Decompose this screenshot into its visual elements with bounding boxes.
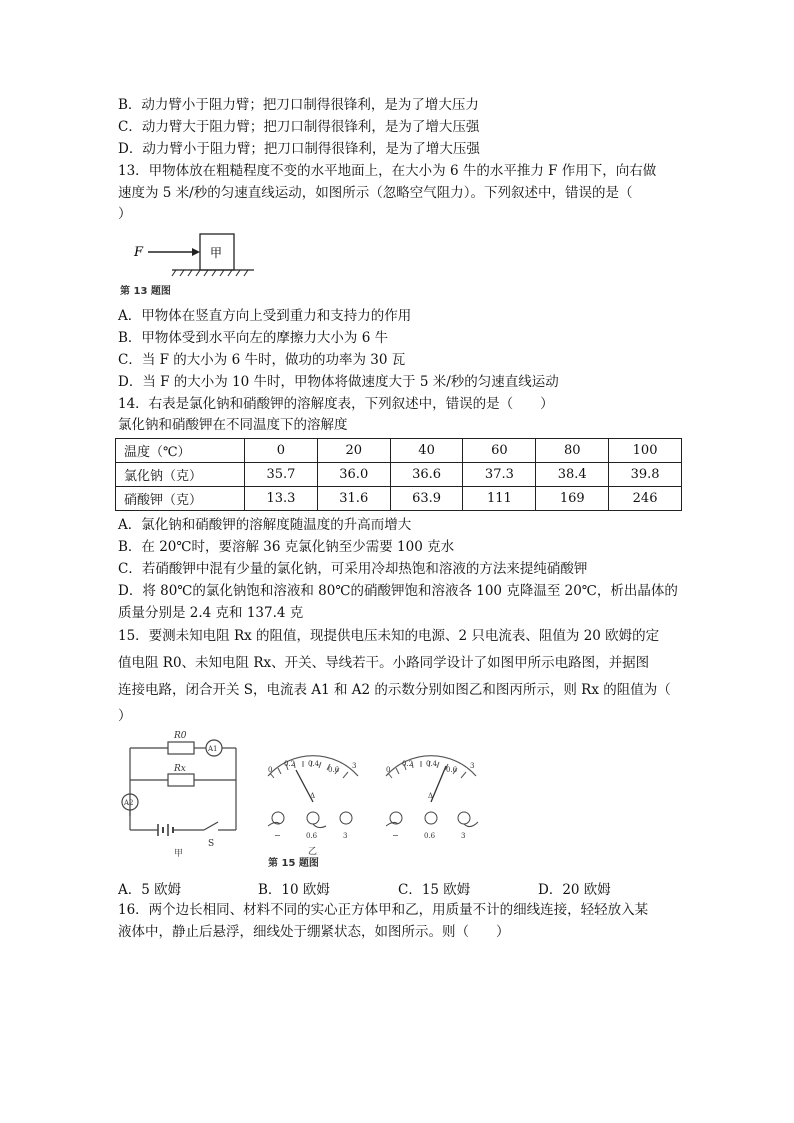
yi-tick-3: 3 — [352, 762, 357, 770]
force-arrowhead-icon — [192, 248, 200, 256]
q15-stem-line2: 值电阻 R0、未知电阻 Rx、开关、导线若干。小路同学设计了如图甲所示电路图，并据图 — [118, 655, 650, 671]
q14-option-d-line1: D．将 80℃的氯化钠饱和溶液和 80℃的硝酸钾饱和溶液各 100 克降温至 20℃，析出晶体的 — [118, 583, 678, 599]
svg-text:Δ: Δ — [428, 792, 434, 800]
bing-tick-0-6: 0.6 — [446, 766, 458, 774]
q14-option-a: A．氯化钠和硝酸钾的溶解度随温度的升高而增大 — [118, 517, 412, 533]
q12-option-c: C．动力臂大于阻力臂；把刀口制得很锋利，是为了增大压强 — [118, 119, 480, 135]
table-cell: 36.0 — [317, 463, 390, 487]
bing-tick-0: 0 — [386, 766, 391, 774]
yi-tick-0-4: 0.4 — [308, 760, 320, 768]
yi-terminal-neg: − — [274, 831, 281, 840]
table-cell: 169 — [536, 487, 609, 511]
q13-option-c: C．当 F 的大小为 6 牛时，做功的功率为 30 瓦 — [118, 352, 406, 368]
q15-option-b: B．10 欧姆 — [258, 882, 330, 898]
q13-option-a: A．甲物体在竖直方向上受到重力和支持力的作用 — [118, 308, 412, 324]
table-cell: 60 — [463, 439, 536, 463]
table-row — [116, 463, 682, 487]
q16-stem-line1: 16．两个边长相同、材料不同的实心正方体甲和乙，用质量不计的细线连接，轻轻放入某 — [118, 902, 649, 918]
ground-hatch — [172, 270, 248, 276]
q14-option-c: C．若硝酸钾中混有少量的氯化钠，可采用冷却热饱和溶液的方法来提纯硝酸钾 — [118, 561, 588, 577]
table-cell: 39.8 — [609, 463, 682, 487]
q13-stem-line3: ） — [118, 206, 132, 222]
switch-icon — [204, 822, 218, 830]
q14-option-d-line2: 质量分别是 2.4 克和 137.4 克 — [118, 605, 304, 621]
table-row — [116, 487, 682, 511]
r0-label: R0 — [174, 731, 187, 741]
q15-option-d: D．20 欧姆 — [538, 882, 611, 898]
q15-option-a: A．5 欧姆 — [118, 882, 182, 898]
q13-option-d: D．当 F 的大小为 10 牛时，甲物体将做速度大于 5 米/秒的匀速直线运动 — [118, 374, 559, 390]
figure-jia-label: 甲 — [174, 849, 184, 859]
table-cell: 246 — [609, 487, 682, 511]
q15-figure — [118, 726, 488, 874]
q13-stem-line1: 13．甲物体放在粗糙程度不变的水平地面上，在大小为 6 牛的水平推力 F 作用下，向右做 — [118, 163, 657, 179]
table-cell: 35.7 — [245, 463, 318, 487]
table-cell: 温度（℃） — [116, 439, 245, 463]
q13-option-b: B．甲物体受到水平向左的摩擦力大小为 6 牛 — [118, 330, 389, 346]
table-cell: 63.9 — [390, 487, 463, 511]
table-header-row — [116, 439, 682, 463]
yi-tick-0-2: 0.2 — [284, 760, 296, 768]
a2-label: A2 — [124, 799, 134, 807]
q12-option-d: D．动力臂小于阻力臂；把刀口制得很锋利，是为了增大压强 — [118, 141, 480, 157]
table-cell: 40 — [390, 439, 463, 463]
block-label: 甲 — [210, 246, 223, 260]
table-cell: 38.4 — [536, 463, 609, 487]
table-cell: 硝酸钾（克） — [116, 487, 245, 511]
q15-stem-line4: ） — [118, 708, 132, 724]
yi-tick-0: 0 — [268, 766, 273, 774]
yi-tick-0-6: 0.6 — [328, 766, 340, 774]
bing-terminal-neg: − — [392, 831, 399, 840]
bing-terminal-3: 3 — [461, 832, 466, 840]
q13-figure-caption: 第 13 题图 — [120, 286, 171, 297]
bing-tick-3: 3 — [470, 762, 475, 770]
a1-label: A1 — [208, 745, 218, 753]
q16-stem-line2: 液体中，静止后悬浮，细线处于绷紧状态，如图所示。则（ ） — [118, 924, 510, 940]
bing-tick-0-4: 0.4 — [426, 760, 438, 768]
q14-table-title: 氯化钠和硝酸钾在不同温度下的溶解度 — [118, 417, 348, 433]
table-cell: 37.3 — [463, 463, 536, 487]
figure-yi-label: 乙 — [308, 847, 318, 857]
yi-terminal-3: 3 — [343, 832, 348, 840]
circuit-diagram — [122, 740, 236, 836]
yi-terminal-0-6: 0.6 — [306, 832, 318, 840]
needle-bing — [431, 766, 446, 802]
table-cell: 111 — [463, 487, 536, 511]
table-cell: 31.6 — [317, 487, 390, 511]
force-label: F — [134, 245, 144, 260]
q15-figure-caption: 第 15 题图 — [268, 858, 319, 869]
q14-option-b: B．在 20℃时，要溶解 36 克氯化钠至少需要 100 克水 — [118, 539, 455, 555]
q15-stem-line3: 连接电路，闭合开关 S，电流表 A1 和 A2 的示数分别如图乙和图丙所示，则 Rx 的阻值为（ — [118, 682, 671, 698]
table-cell: 100 — [609, 439, 682, 463]
table-cell: 0 — [245, 439, 318, 463]
q15-stem-line1: 15．要测未知电阻 Rx 的阻值，现提供电压未知的电源、2 只电流表、阻值为 20 欧姆的定 — [118, 628, 660, 644]
table-cell: 13.3 — [245, 487, 318, 511]
resistor-rx — [168, 774, 194, 786]
q14-stem: 14．右表是氯化钠和硝酸钾的溶解度表，下列叙述中，错误的是（ ） — [118, 396, 554, 412]
q12-option-b: B．动力臂小于阻力臂；把刀口制得很锋利，是为了增大压力 — [118, 97, 479, 113]
table-cell: 20 — [317, 439, 390, 463]
svg-text:Δ: Δ — [310, 792, 316, 800]
rx-label: Rx — [174, 764, 186, 774]
table-cell: 80 — [536, 439, 609, 463]
resistor-r0 — [168, 742, 194, 754]
q13-stem-line2: 速度为 5 米/秒的匀速直线运动，如图所示（忽略空气阻力）。下列叙述中，错误的是（ — [118, 185, 633, 201]
table-cell: 36.6 — [390, 463, 463, 487]
q13-figure — [118, 226, 278, 304]
solubility-table — [115, 438, 682, 511]
bing-tick-0-2: 0.2 — [402, 760, 414, 768]
table-cell: 氯化钠（克） — [116, 463, 245, 487]
q15-option-c: C．15 欧姆 — [398, 882, 471, 898]
bing-terminal-0-6: 0.6 — [424, 832, 436, 840]
switch-label: S — [208, 839, 215, 849]
